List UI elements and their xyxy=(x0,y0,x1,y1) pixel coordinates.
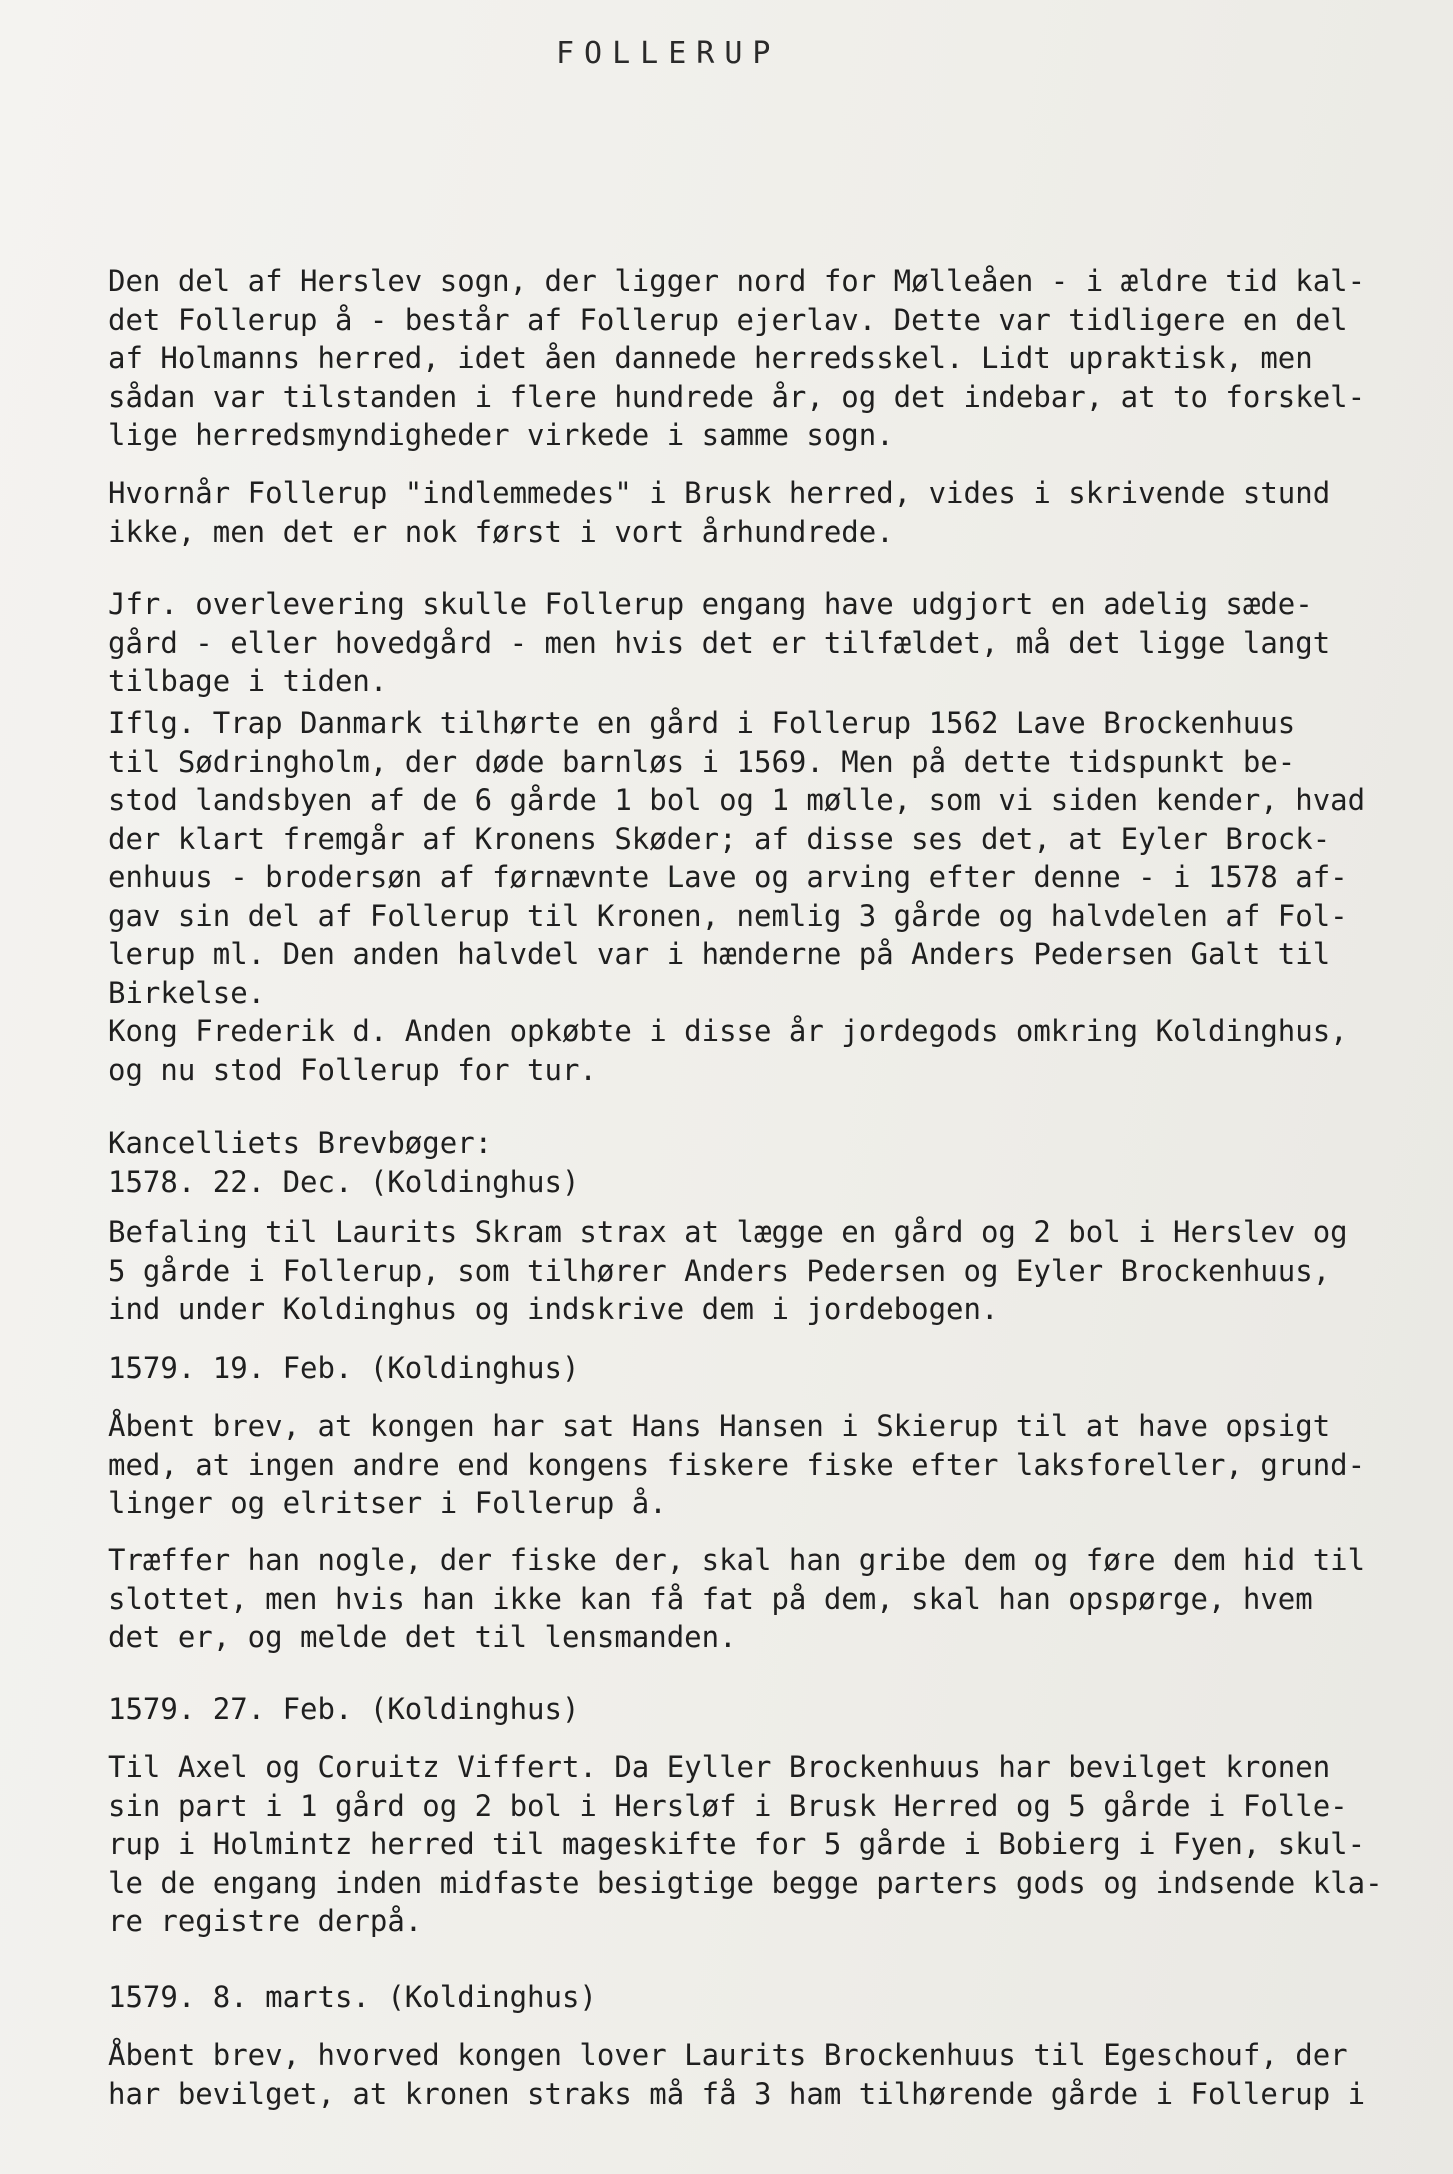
paragraph-aabent-brev-1 xyxy=(108,1407,1438,1523)
text-line: sådan var tilstanden i flere hundrede år, og det indebar, at to forskel- xyxy=(108,379,1366,414)
paragraph-frederik xyxy=(108,1012,1438,1089)
text-line: har bevilget, at kronen straks må få 3 ham tilhørende gårde i Follerup i xyxy=(108,2076,1366,2111)
page-title: FOLLERUP xyxy=(556,36,781,71)
text-line: 1579. 27. Feb. (Koldinghus) xyxy=(108,1692,580,1726)
paragraph-aabent-brev-2 xyxy=(108,2036,1438,2113)
text-line: lerup ml. Den anden halvdel var i hænderne på Anders Pedersen Galt til xyxy=(108,937,1331,971)
text-line: Befaling til Laurits Skram strax at lægge en gård og 2 bol i Herslev og xyxy=(108,1215,1348,1249)
paragraph-saedegaard xyxy=(108,585,1438,701)
paragraph-indlemmet xyxy=(108,474,1438,551)
text-line: tilbage i tiden. xyxy=(108,664,388,698)
text-line: re registre derpå. xyxy=(108,1904,423,1938)
text-line: til Sødringholm, der døde barnløs i 1569. Men på dette tidspunkt be- xyxy=(108,744,1296,779)
paragraph-date-1579-feb-19 xyxy=(108,1349,1438,1388)
text-line: enhuus - brodersøn af førnævnte Lave og arving efter denne - i 1578 af- xyxy=(108,860,1348,894)
text-line: med, at ingen andre end kongens fiskere fiske efter laksforeller, grund- xyxy=(108,1447,1366,1482)
text-line: Til Axel og Coruitz Viffert. Da Eyller Brockenhuus har bevilget kronen xyxy=(108,1750,1331,1784)
paragraph-axel xyxy=(108,1748,1438,1941)
text-line: Åbent brev, at kongen har sat Hans Hansen i Skierup til at have opsigt xyxy=(108,1409,1331,1443)
text-line: le de engang inden midfaste besigtige begge parters gods og indsende kla- xyxy=(108,1865,1383,1900)
text-line: Kancelliets Brevbøger: xyxy=(108,1126,493,1160)
text-line: Jfr. overlevering skulle Follerup engang have udgjort en adelig sæde- xyxy=(108,587,1313,621)
text-line: og nu stod Follerup for tur. xyxy=(108,1052,597,1087)
text-line: Åbent brev, hvorved kongen lover Laurits Brockenhuus til Egeschouf, der xyxy=(108,2038,1348,2072)
text-line: rup i Holmintz herred til mageskifte for 5 gårde i Bobierg i Fyen, skul- xyxy=(108,1827,1366,1861)
text-line: lige herredsmyndigheder virkede i samme sogn. xyxy=(108,418,894,452)
text-line: 1578. 22. Dec. (Koldinghus) xyxy=(108,1164,580,1199)
text-line: der klart fremgår af Kronens Skøder; af disse ses det, at Eyler Brock- xyxy=(108,821,1331,856)
text-line: Hvornår Follerup "indlemmedes" i Brusk herred, vides i skrivende stund xyxy=(108,476,1331,510)
text-line: slottet, men hvis han ikke kan få fat på dem, skal han opspørge, hvem xyxy=(108,1581,1313,1616)
text-line: det er, og melde det til lensmanden. xyxy=(108,1620,737,1654)
paragraph-kancelliet-heading xyxy=(108,1124,1438,1201)
text-line: Kong Frederik d. Anden opkøbte i disse år jordegods omkring Koldinghus, xyxy=(108,1014,1348,1048)
text-line: Iflg. Trap Danmark tilhørte en gård i Follerup 1562 Lave Brockenhuus xyxy=(108,706,1296,740)
text-line: gav sin del af Follerup til Kronen, nemlig 3 gårde og halvdelen af Fol- xyxy=(108,898,1348,933)
text-line: sin part i 1 gård og 2 bol i Hersløf i Brusk Herred og 5 gårde i Folle- xyxy=(108,1788,1348,1823)
paragraph-date-1579-mar-8 xyxy=(108,1978,1438,2017)
text-line: Den del af Herslev sogn, der ligger nord for Mølleåen - i ældre tid kal- xyxy=(108,264,1366,298)
text-line: ikke, men det er nok først i vort århundrede. xyxy=(108,514,894,549)
text-line: 5 gårde i Follerup, som tilhører Anders Pedersen og Eyler Brockenhuus, xyxy=(108,1253,1331,1288)
paragraph-befaling xyxy=(108,1213,1438,1329)
text-line: 1579. 19. Feb. (Koldinghus) xyxy=(108,1351,580,1385)
text-line: Træffer han nogle, der fiske der, skal han gribe dem og føre dem hid til xyxy=(108,1543,1366,1577)
paragraph-trap xyxy=(108,704,1438,1012)
text-line: stod landsbyen af de 6 gårde 1 bol og 1 mølle, som vi siden kender, hvad xyxy=(108,783,1366,817)
text-line: det Follerup å - består af Follerup ejerlav. Dette var tidligere en del xyxy=(108,302,1348,337)
text-line: 1579. 8. marts. (Koldinghus) xyxy=(108,1980,597,2014)
text-line: Birkelse. xyxy=(108,975,266,1010)
text-line: ind under Koldinghus og indskrive dem i jordebogen. xyxy=(108,1292,999,1326)
paragraph-date-1579-feb-27 xyxy=(108,1690,1438,1729)
text-line: gård - eller hovedgård - men hvis det er tilfældet, må det ligge langt xyxy=(108,625,1331,660)
paragraph-intro xyxy=(108,262,1438,455)
paragraph-traeffer xyxy=(108,1541,1438,1657)
text-line: af Holmanns herred, idet åen dannede herredsskel. Lidt upraktisk, men xyxy=(108,341,1313,375)
text-line: linger og elritser i Follerup å. xyxy=(108,1486,667,1520)
